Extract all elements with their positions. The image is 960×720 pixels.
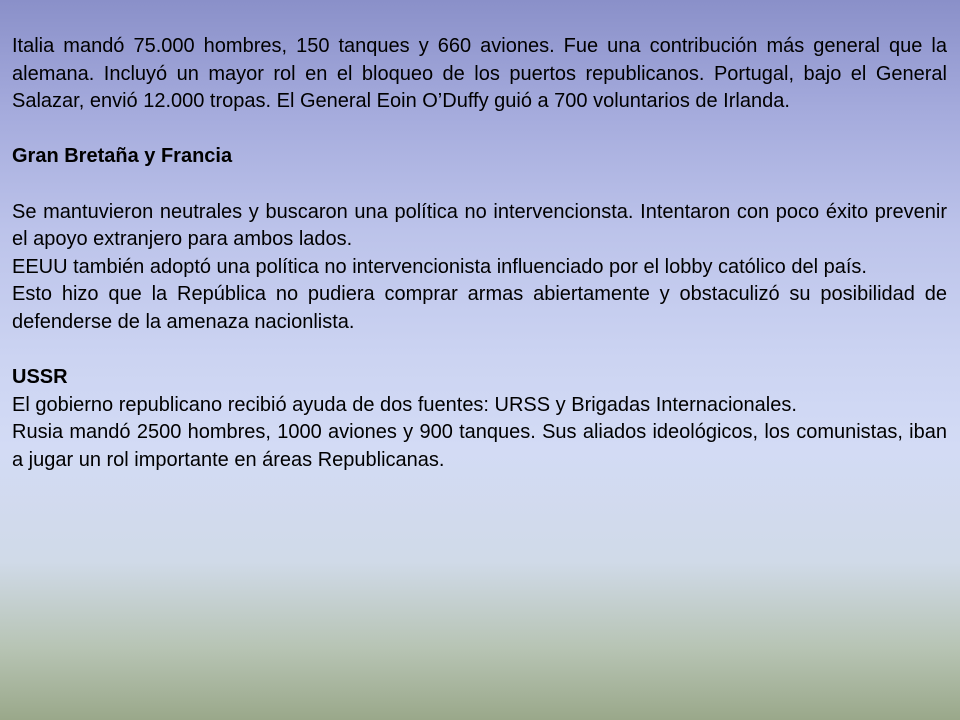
heading-ussr: USSR	[12, 366, 68, 389]
britain-paragraph-3: Esto hizo que la República no pudiera comprar armas abiertamente y obstaculizó su posibilidad de defenderse de la amenaza nacionlista.	[12, 283, 947, 333]
britain-paragraph-1: Se mantuvieron neutrales y buscaron una política no intervencionsta. Intentaron con poco éxito prevenir el apoyo extranjero para ambos lados.	[12, 200, 947, 251]
intro-paragraph: Italia mandó 75.000 hombres, 150 tanques y 660 aviones. Fue una contribución más general que la alemana. Incluyó un mayor rol en el bloqueo de los puertos republicanos. Portugal, bajo el General Salazar, envió 12.000 tropas. El General Eoin O’Duffy guió a 700 voluntarios de Irlanda.	[12, 35, 947, 113]
britain-paragraph-2: EEUU también adoptó una política no intervencionista influenciado por el lobby católico del país.	[12, 255, 867, 278]
spacer	[12, 171, 947, 199]
ussr-paragraph-2: Rusia mandó 2500 hombres, 1000 aviones y 900 tanques. Sus aliados ideológicos, los comunistas, iban a jugar un rol importante en áreas Republicanas.	[12, 421, 947, 471]
slide-text-body	[12, 33, 947, 475]
spacer	[12, 116, 947, 144]
ussr-paragraph-1: El gobierno republicano recibió ayuda de dos fuentes: URSS y Brigadas Internacionales.	[12, 393, 797, 416]
spacer	[12, 337, 947, 365]
heading-britain-france: Gran Bretaña y Francia	[12, 145, 233, 168]
